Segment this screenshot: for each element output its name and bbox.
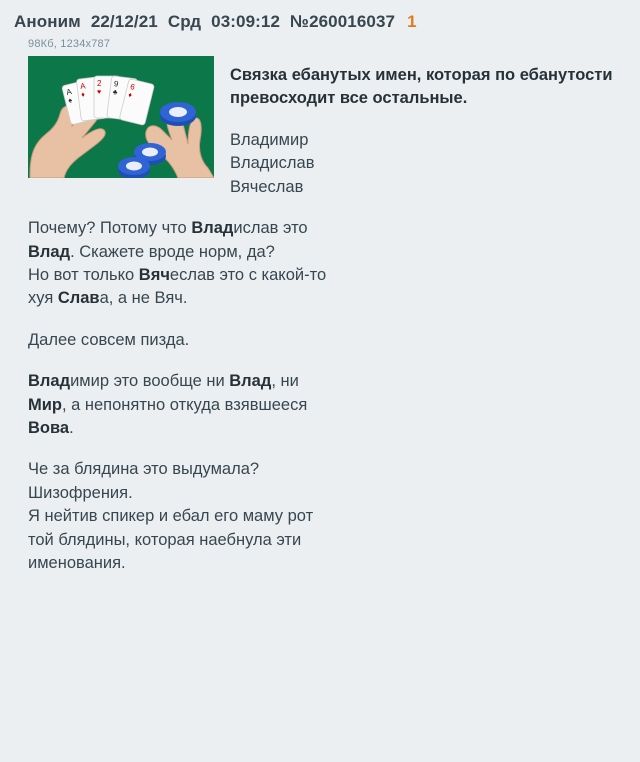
svg-text:♥: ♥ (97, 89, 102, 96)
vlad-4: , а непонятно откуда взявшееся (61, 395, 308, 414)
intro-bold: Связка ебанутых имен, которая по ебанутости превосходит все остальные. (230, 66, 613, 108)
post-header (0, 0, 640, 36)
vlad-bold-vova: Вова (28, 419, 70, 438)
vlad-bold-1: Влад (28, 372, 71, 391)
expl-5: Но вот только (28, 265, 139, 284)
name-item: Владислав (230, 154, 315, 173)
vlad-bold-2: Влад (229, 372, 272, 391)
svg-text:A: A (79, 81, 87, 91)
rant-line-3: Я нейтив спикер и ебал его маму рот (28, 507, 314, 526)
name-item: Владимир (230, 130, 309, 149)
expl-9: а, а не Вяч. (99, 289, 188, 308)
svg-text:♦: ♦ (80, 91, 86, 99)
rant-line-4: той блядины, которая наебнула эти (28, 530, 302, 549)
expl-bold-vlad2: Влад (28, 242, 71, 261)
poker-hand-image (28, 56, 214, 178)
expl-8: хуя (28, 289, 58, 308)
post-time: 03:09:12 (211, 12, 281, 31)
svg-text:♦: ♦ (127, 91, 133, 100)
expl-3: это (278, 219, 308, 238)
svg-text:♠: ♠ (67, 97, 73, 105)
vlad-3: , ни (271, 372, 299, 391)
post-text-bottom (0, 217, 640, 575)
expl-4: . Скажете вроде норм, да? (70, 242, 275, 261)
vlad-5: . (69, 419, 74, 438)
expl-2: ислав (233, 219, 279, 238)
paragraph-rant (28, 458, 622, 575)
vlad-2: это вообще ни (109, 372, 230, 391)
post-number[interactable]: №260016037 (290, 12, 396, 31)
expl-bold-vlad1: Влад (191, 219, 234, 238)
expl-bold-slav: Слав (57, 289, 100, 308)
attachment-thumbnail[interactable] (28, 56, 214, 178)
expl-6: еслав (169, 265, 215, 284)
attachment-file-info: 98Кб, 1234x787 (28, 38, 111, 50)
svg-text:2: 2 (97, 79, 102, 88)
name-item: Вячеслав (230, 177, 304, 196)
post-text-top (230, 54, 622, 217)
paragraph-names (230, 129, 622, 199)
vlad-1: имир (70, 372, 110, 391)
post-author: Аноним (14, 12, 81, 31)
vlad-bold-mir: Мир (28, 395, 62, 414)
svg-text:A: A (65, 87, 73, 98)
rant-line-2: Шизофрения. (28, 483, 133, 502)
paragraph-transition: Далее совсем пизда. (28, 330, 190, 349)
expl-1: Почему? Потому что (28, 219, 192, 238)
paragraph-intro (230, 64, 622, 111)
svg-text:6: 6 (129, 82, 136, 92)
paragraph-explanation (28, 217, 622, 311)
rant-line-1: Че за блядина это выдумала? (28, 460, 260, 479)
post-reply-count[interactable]: 1 (407, 12, 417, 31)
rant-line-5: именования. (28, 554, 126, 573)
expl-7: это с какой-то (214, 265, 327, 284)
post-body (0, 52, 640, 217)
post-date: 22/12/21 (90, 12, 158, 31)
svg-text:♣: ♣ (112, 89, 118, 97)
svg-text:9: 9 (113, 79, 119, 89)
paragraph-vladimir (28, 370, 622, 440)
post-weekday: Срд (167, 12, 202, 31)
expl-bold-vyach: Вяч (138, 265, 170, 284)
